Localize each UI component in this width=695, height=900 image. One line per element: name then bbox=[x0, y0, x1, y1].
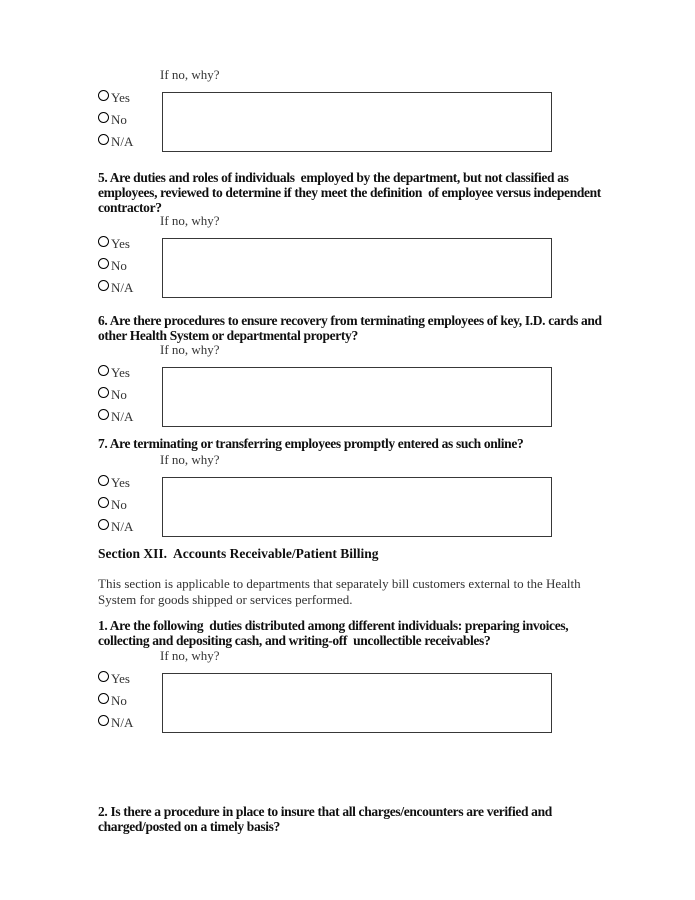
radio-option-na[interactable] bbox=[98, 409, 162, 423]
radio-group-q4 bbox=[98, 90, 162, 156]
radio-option-yes[interactable] bbox=[98, 90, 162, 104]
radio-label-yes: Yes bbox=[111, 475, 130, 490]
comment-box-q4[interactable] bbox=[162, 92, 552, 152]
radio-option-no[interactable] bbox=[98, 258, 162, 272]
radio-circle-icon bbox=[98, 475, 109, 486]
question-7-text: 7. Are terminating or transferring employees promptly entered as such online? bbox=[98, 436, 524, 451]
comment-box-q5[interactable] bbox=[162, 238, 552, 298]
section-xii-heading: Section XII. Accounts Receivable/Patient Billing bbox=[98, 546, 379, 561]
radio-label-yes: Yes bbox=[111, 671, 130, 686]
answer-block-q6 bbox=[98, 343, 556, 431]
radio-group-q7 bbox=[98, 475, 162, 541]
if-no-why-label: If no, why? bbox=[160, 67, 220, 82]
radio-label-na: N/A bbox=[111, 715, 134, 730]
comment-box-q7[interactable] bbox=[162, 477, 552, 537]
radio-option-no[interactable] bbox=[98, 693, 162, 707]
question-5-text: 5. Are duties and roles of individuals employed by the department, but not classified as employees, reviewed to determine if they meet the definition of employee versus independent contractor? bbox=[98, 170, 604, 215]
answer-row bbox=[98, 673, 556, 737]
question-12-2-text: 2. Is there a procedure in place to insure that all charges/encounters are verified and charged/posted on a timely basis? bbox=[98, 804, 555, 834]
answer-row bbox=[98, 477, 556, 541]
comment-box-q12-1[interactable] bbox=[162, 673, 552, 733]
radio-circle-icon bbox=[98, 112, 109, 123]
radio-label-na: N/A bbox=[111, 519, 134, 534]
if-no-why-label: If no, why? bbox=[160, 213, 220, 228]
if-no-why-label: If no, why? bbox=[160, 648, 220, 663]
radio-circle-icon bbox=[98, 280, 109, 291]
radio-label-no: No bbox=[111, 693, 127, 708]
radio-circle-icon bbox=[98, 715, 109, 726]
radio-label-na: N/A bbox=[111, 409, 134, 424]
radio-option-na[interactable] bbox=[98, 715, 162, 729]
radio-option-no[interactable] bbox=[98, 387, 162, 401]
answer-row bbox=[98, 238, 556, 302]
answer-row bbox=[98, 92, 556, 156]
radio-group-q12-1 bbox=[98, 671, 162, 737]
radio-label-yes: Yes bbox=[111, 236, 130, 251]
comment-box-q6[interactable] bbox=[162, 367, 552, 427]
answer-row bbox=[98, 367, 556, 431]
if-no-why-label: If no, why? bbox=[160, 342, 220, 357]
radio-option-na[interactable] bbox=[98, 134, 162, 148]
radio-circle-icon bbox=[98, 671, 109, 682]
radio-option-na[interactable] bbox=[98, 519, 162, 533]
if-no-why-label: If no, why? bbox=[160, 452, 220, 467]
radio-circle-icon bbox=[98, 387, 109, 398]
radio-label-no: No bbox=[111, 387, 127, 402]
radio-option-no[interactable] bbox=[98, 112, 162, 126]
radio-option-yes[interactable] bbox=[98, 236, 162, 250]
answer-block-q4 bbox=[98, 68, 556, 156]
radio-option-yes[interactable] bbox=[98, 475, 162, 489]
radio-option-yes[interactable] bbox=[98, 365, 162, 379]
radio-circle-icon bbox=[98, 409, 109, 420]
radio-circle-icon bbox=[98, 497, 109, 508]
radio-label-no: No bbox=[111, 258, 127, 273]
radio-label-yes: Yes bbox=[111, 365, 130, 380]
radio-label-no: No bbox=[111, 497, 127, 512]
radio-option-yes[interactable] bbox=[98, 671, 162, 685]
section-xii-intro: This section is applicable to departments that separately bill customers external to the Health System for goods shipped or services performed. bbox=[98, 576, 584, 607]
answer-block-q12-1 bbox=[98, 649, 556, 737]
radio-option-na[interactable] bbox=[98, 280, 162, 294]
radio-circle-icon bbox=[98, 519, 109, 530]
question-12-1-text: 1. Are the following duties distributed among different individuals: preparing invoices, collecting and depositing cash, and writing-off uncollectible receivables? bbox=[98, 618, 572, 648]
radio-circle-icon bbox=[98, 365, 109, 376]
radio-group-q5 bbox=[98, 236, 162, 302]
radio-label-na: N/A bbox=[111, 134, 134, 149]
answer-block-q5 bbox=[98, 214, 556, 302]
radio-circle-icon bbox=[98, 134, 109, 145]
radio-circle-icon bbox=[98, 693, 109, 704]
radio-label-yes: Yes bbox=[111, 90, 130, 105]
radio-group-q6 bbox=[98, 365, 162, 431]
radio-option-no[interactable] bbox=[98, 497, 162, 511]
radio-circle-icon bbox=[98, 258, 109, 269]
radio-label-na: N/A bbox=[111, 280, 134, 295]
radio-circle-icon bbox=[98, 90, 109, 101]
answer-block-q7 bbox=[98, 453, 556, 541]
question-6-text: 6. Are there procedures to ensure recovery from terminating employees of key, I.D. cards and other Health System or departmental property? bbox=[98, 313, 605, 343]
radio-circle-icon bbox=[98, 236, 109, 247]
radio-label-no: No bbox=[111, 112, 127, 127]
